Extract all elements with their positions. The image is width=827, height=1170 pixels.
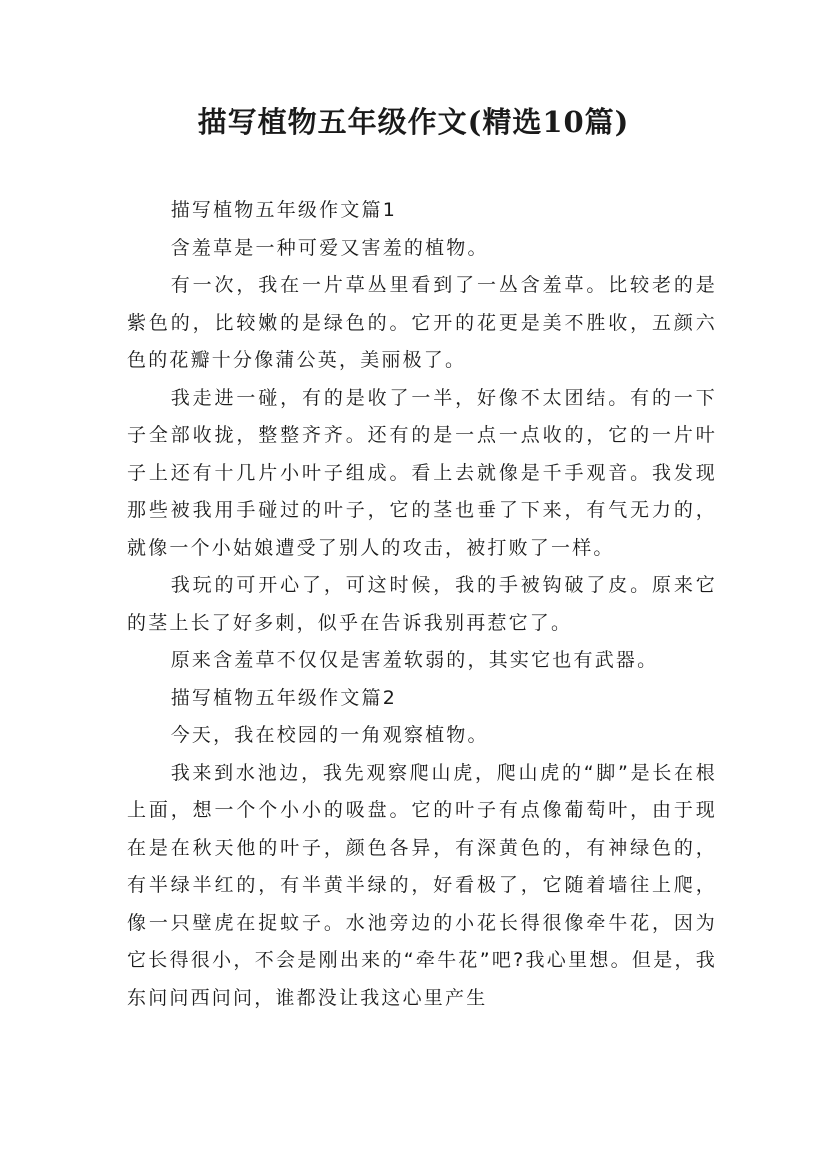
- paragraph: 今天，我在校园的一角观察植物。: [170, 724, 489, 746]
- paragraph: 原来含羞草不仅仅是害羞软弱的，其实它也有武器。: [170, 649, 659, 671]
- document-body: [127, 192, 717, 1017]
- section-heading-1: 描写植物五年级作文篇1: [170, 199, 397, 221]
- section-heading-2: 描写植物五年级作文篇2: [170, 686, 397, 709]
- paragraph: 我来到水池边，我先观察爬山虎，爬山虎的“脚”是长在根上面，想一个个小小的吸盘。它的叶子有点像葡萄叶，由于现在是在秋天他的叶子，颜色各异，有深黄色的，有神绿色的，有半绿半红的，有半黄半绿的，好看极了，它随着墙往上爬，像一只壁虎在捉蚊子。水池旁边的小花长得很像牵牛花，因为它长得很小，不会是刚出来的“牵牛花”吧?我心里想。但是，我东问问西问问，谁都没让我这心里产生: [127, 761, 717, 1009]
- paragraph: 有一次，我在一片草丛里看到了一丛含羞草。比较老的是紫色的，比较嫩的是绿色的。它开的花更是美不胜收，五颜六色的花瓣十分像蒲公英，美丽极了。: [127, 274, 717, 371]
- paragraph: 含羞草是一种可爱又害羞的植物。: [170, 236, 489, 259]
- document-title: 描写植物五年级作文(精选10篇): [197, 105, 630, 139]
- paragraph: 我走进一碰，有的是收了一半，好像不太团结。有的一下子全部收拢，整整齐齐。还有的是一点一点收的，它的一片叶子上还有十几片小叶子组成。看上去就像是千手观音。我发现那些被我用手碰过的叶子，它的茎也垂了下来，有气无力的，就像一个小姑娘遭受了别人的攻击，被打败了一样。: [127, 386, 717, 559]
- paragraph: 我玩的可开心了，可这时候，我的手被钩破了皮。原来它的茎上长了好多刺，似乎在告诉我别再惹它了。: [127, 574, 717, 634]
